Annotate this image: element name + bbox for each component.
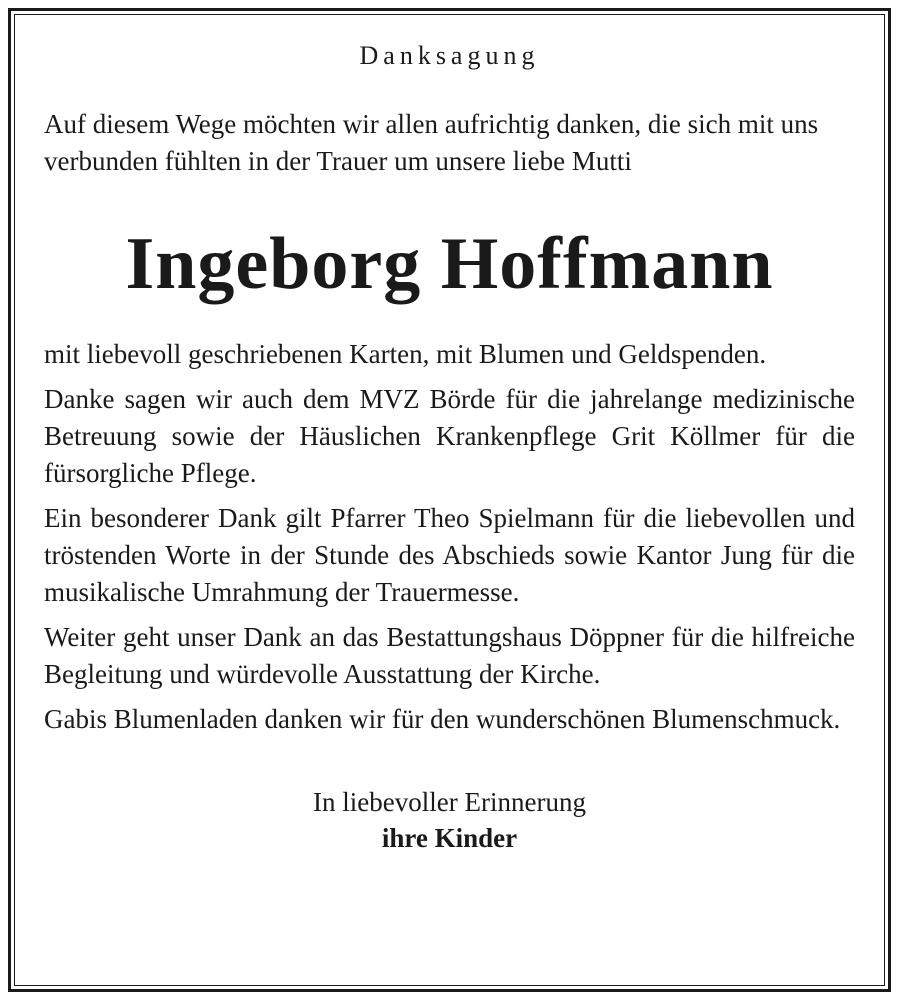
- thanks-paragraph-cards: mit liebevoll geschriebenen Karten, mit Blumen und Geldspenden.: [44, 339, 767, 369]
- intro-text: Auf diesem Wege möchten wir allen aufrichtig danken, die sich mit uns verbunden fühlten in der Trauer um unsere liebe Mutti: [44, 109, 819, 176]
- notice-content: [44, 40, 855, 856]
- thanks-paragraph-pastor: Ein besonderer Dank gilt Pfarrer Theo Spielmann für die liebevollen und tröstenden Worte in der Stunde des Abschieds sowie Kantor Jung für die musikalische Umrahmung der Trauermesse.: [44, 503, 855, 607]
- closing-block: [44, 784, 855, 856]
- notice-heading: Danksagung: [359, 41, 540, 70]
- deceased-name: Ingeborg Hoffmann: [125, 223, 774, 305]
- thanks-paragraph-flowers: Gabis Blumenladen danken wir für den wunderschönen Blumenschmuck.: [44, 704, 841, 734]
- closing-line: In liebevoller Erinnerung: [313, 787, 586, 817]
- thanks-paragraph-funeral-home: Weiter geht unser Dank an das Bestattungshaus Döppner für die hilfreiche Begleitung und würdevolle Ausstattung der Kirche.: [44, 622, 855, 689]
- signature: ihre Kinder: [381, 823, 518, 853]
- thanks-paragraph-medical: Danke sagen wir auch dem MVZ Börde für die jahrelange medizinische Betreuung sowie der Häuslichen Krankenpflege Grit Köllmer für die fürsorgliche Pflege.: [44, 384, 855, 488]
